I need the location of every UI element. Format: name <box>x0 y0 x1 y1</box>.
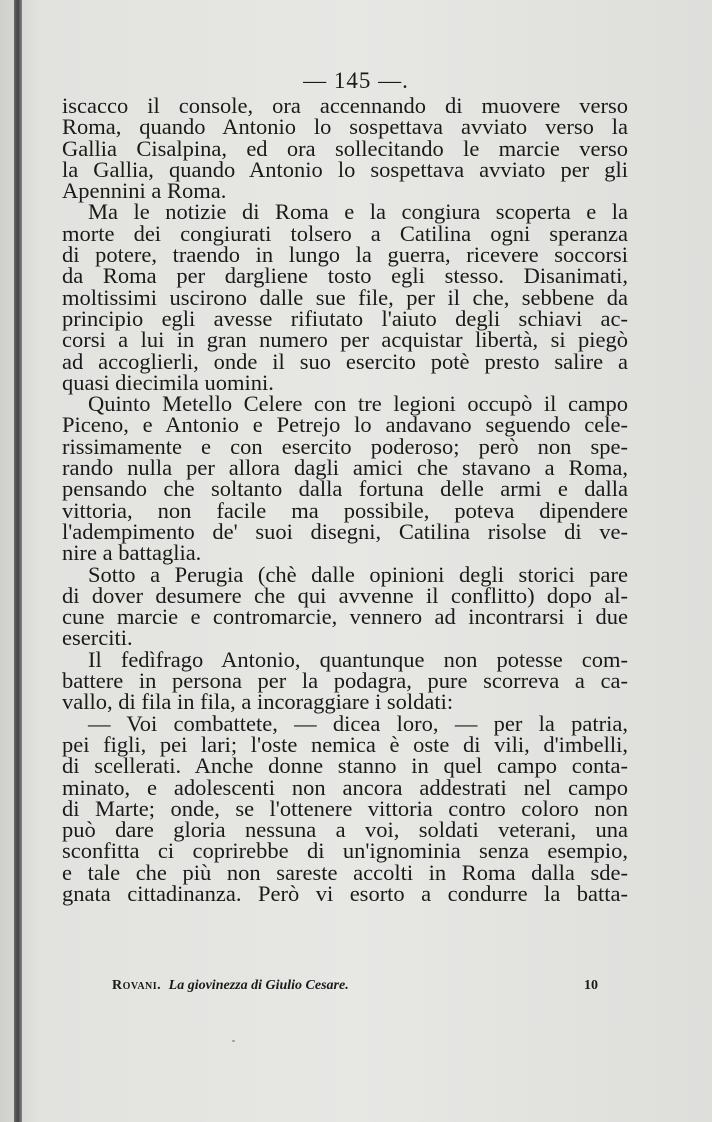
text-line: di scellerati. Anche donne stanno in quel campo conta- <box>62 753 628 779</box>
text-line: — Voi combattete, — dicea loro, — per la patria, <box>88 710 628 736</box>
text-line: vittoria, non facile ma possibile, poteva dipendere <box>62 497 628 523</box>
text-line: pei figli, pei lari; l'oste nemica è oste di vili, d'imbelli, <box>62 731 628 757</box>
text-line: quasi diecimila uomini. <box>62 369 274 395</box>
body-text <box>62 95 628 904</box>
text-line: cune marcie e contromarcie, vennero ad incontrarsi i due <box>62 604 628 630</box>
text-line: battere in persona per la podagra, pure scorreva a ca- <box>62 668 628 694</box>
text-line: l'adempimento de' suoi disegni, Catilina risolse di ve- <box>62 518 628 544</box>
text-line: di dover desumere che qui avvenne il conflitto) dopo al- <box>62 582 628 608</box>
text-line: e tale che più non sareste accolti in Roma dalla sde- <box>62 859 628 885</box>
binding-edge <box>14 0 22 1122</box>
text-line: gnata cittadinanza. Però vi esorto a condurre la batta- <box>62 880 628 906</box>
text-line: minato, e adolescenti non ancora addestrati nel campo <box>62 774 628 800</box>
text-line: Ma le notizie di Roma e la congiura scoperta e la <box>88 199 628 225</box>
text-line: Sotto a Perugia (chè dalle opinioni degli storici pare <box>88 561 628 587</box>
scan-speck <box>232 1040 235 1042</box>
text-line: corsi a lui in gran numero per acquistar libertà, si piegò <box>62 327 628 353</box>
text-line: da Roma per dargliene tosto egli stesso. Disanimati, <box>62 263 628 289</box>
page-number: — 145 —. <box>303 68 409 93</box>
text-line: rissimamente e con esercito poderoso; però non spe- <box>62 433 628 459</box>
text-line: Piceno, e Antonio e Petrejo lo andavano seguendo cele- <box>62 412 628 438</box>
text-line: Il fedìfrago Antonio, quantunque non potesse com- <box>88 646 628 672</box>
text-line: la Gallia, quando Antonio lo sospettava avviato per gli <box>62 156 628 182</box>
text-line: di Marte; onde, se l'ottenere vittoria contro coloro non <box>62 795 628 821</box>
footer-author: Rovani. <box>112 978 162 993</box>
footer-book-title: La giovinezza di Giulio Cesare. <box>168 978 349 993</box>
text-line: rando nulla per allora dagli amici che stavano a Roma, <box>62 455 628 481</box>
text-line: Apennini a Roma. <box>62 178 227 204</box>
text-line: Roma, quando Antonio lo sospettava avviato verso la <box>62 114 628 140</box>
text-line: pensando che soltanto dalla fortuna delle armi e dalla <box>62 476 628 502</box>
signature-mark: 10 <box>584 978 598 993</box>
text-line: nire a battaglia. <box>62 540 202 566</box>
text-line: sconfitta ci coprirebbe di un'ignominia senza esempio, <box>62 838 628 864</box>
text-line: Gallia Cisalpina, ed ora sollecitando le marcie verso <box>62 135 628 161</box>
text-line: morte dei congiurati tolsero a Catilina ogni speranza <box>62 220 628 246</box>
text-line: iscacco il console, ora accennando di muovere verso <box>62 93 628 118</box>
text-line: Quinto Metello Celere con tre legioni occupò il campo <box>88 391 628 417</box>
page-footer <box>112 978 598 994</box>
text-line: moltissimi uscirono dalle sue file, per il che, sebbene da <box>62 284 628 310</box>
text-line: principio egli avesse rifiutato l'aiuto degli schiavi ac- <box>62 305 628 331</box>
text-line: vallo, di fila in fila, a incoraggiare i soldati: <box>62 689 454 715</box>
text-line: di potere, traendo in lungo la guerra, ricevere soccorsi <box>62 242 628 268</box>
text-line: eserciti. <box>62 625 133 651</box>
text-line: ad accoglierli, onde il suo esercito potè presto salire a <box>62 348 628 374</box>
text-line: può dare gloria nessuna a voi, soldati veterani, una <box>62 817 628 843</box>
